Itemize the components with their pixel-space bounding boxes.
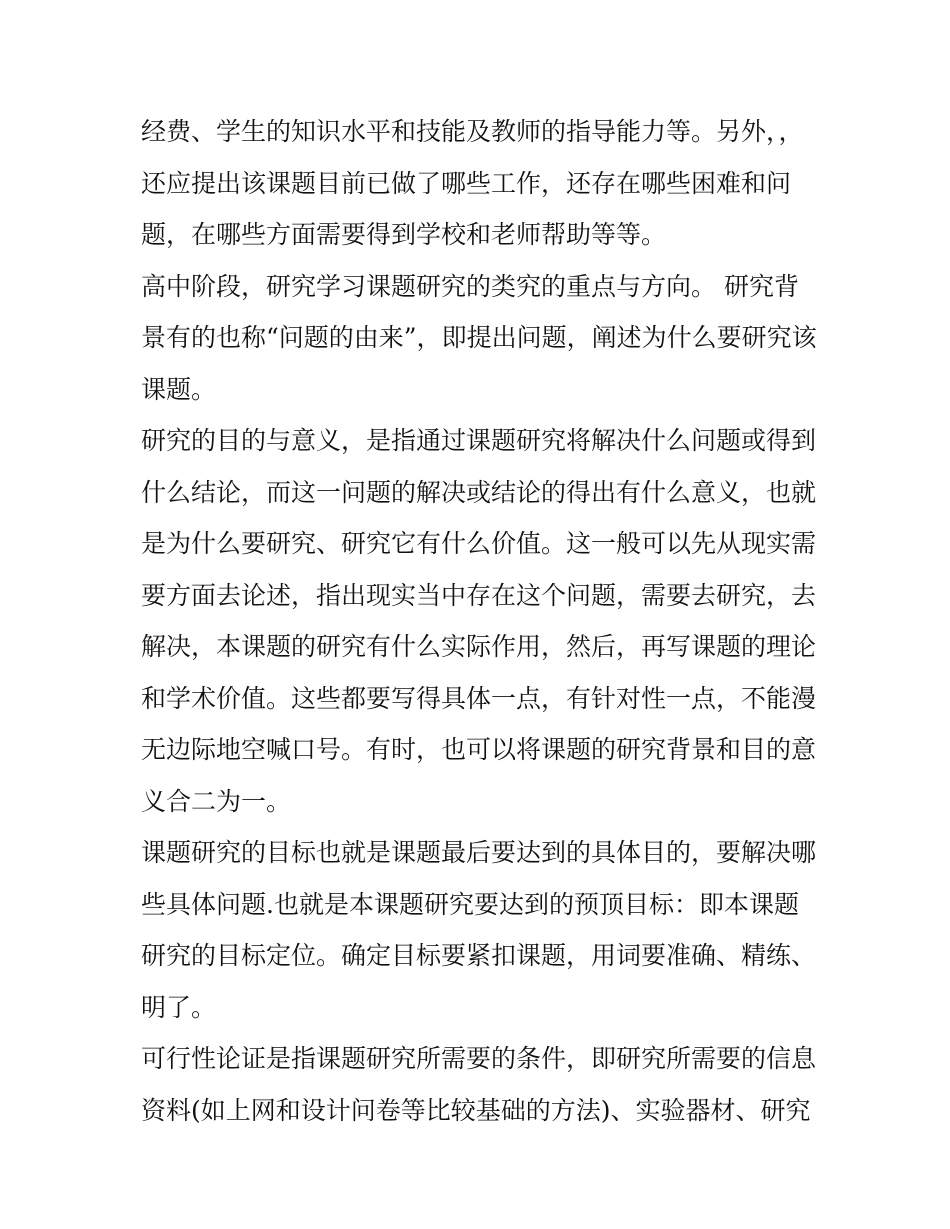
document-body xyxy=(141,106,816,1136)
paragraph-funding-conditions xyxy=(141,106,816,261)
text-line: 课题研究的目标也就是课题最后要达到的具体目的，要解决哪 xyxy=(141,838,817,867)
text-line: 些具体问题.也就是本课题研究要达到的预顶目标：即本课题 xyxy=(141,889,799,919)
text-line: 是为什么要研究、研究它有什么价值。这一般可以先从现实需 xyxy=(141,529,817,558)
text-line: 要方面去论述，指出现实当中存在这个问题，需要去研究，去 xyxy=(141,580,817,610)
text-line: 和学术价值。这些都要写得具体一点，有针对性一点，不能漫 xyxy=(141,683,817,713)
text-line: 研究的目的与意义，是指通过课题研究将解决什么问题或得到 xyxy=(141,426,817,455)
text-line: 资料(如上网和设计问卷等比较基础的方法)、实验器材、研究 xyxy=(141,1095,811,1125)
text-line: 题，在哪些方面需要得到学校和老师帮助等等。 xyxy=(141,220,667,249)
text-line: 什么结论，而这一问题的解决或结论的得出有什么意义，也就 xyxy=(141,477,817,507)
text-line: 明了。 xyxy=(141,992,217,1022)
paragraph-purpose-significance xyxy=(141,415,816,827)
text-line: 无边际地空喊口号。有时，也可以将课题的研究背景和目的意 xyxy=(141,735,817,764)
text-line: 景有的也称“问题的由来”，即提出问题，阐述为什么要研究该 xyxy=(141,323,817,352)
text-line: 解决，本课题的研究有什么实际作用，然后，再写课题的理论 xyxy=(141,632,817,661)
text-line: 研究的目标定位。确定目标要紧扣课题，用词要准确、精练、 xyxy=(141,941,817,970)
paragraph-research-background xyxy=(141,261,816,416)
text-line: 可行性论证是指课题研究所需要的条件，即研究所需要的信息 xyxy=(141,1044,817,1073)
text-line: 还应提出该课题目前已做了哪些工作，还存在哪些困难和问 xyxy=(141,168,792,198)
text-line: 高中阶段，研究学习课题研究的类究的重点与方向。 研究背 xyxy=(141,271,799,301)
paragraph-research-goals xyxy=(141,827,816,1033)
text-line: 课题。 xyxy=(141,374,217,404)
text-line: 经费、学生的知识水平和技能及教师的指导能力等。另外，， xyxy=(141,117,804,146)
paragraph-feasibility xyxy=(141,1033,816,1136)
text-line: 义合二为一。 xyxy=(141,786,292,816)
